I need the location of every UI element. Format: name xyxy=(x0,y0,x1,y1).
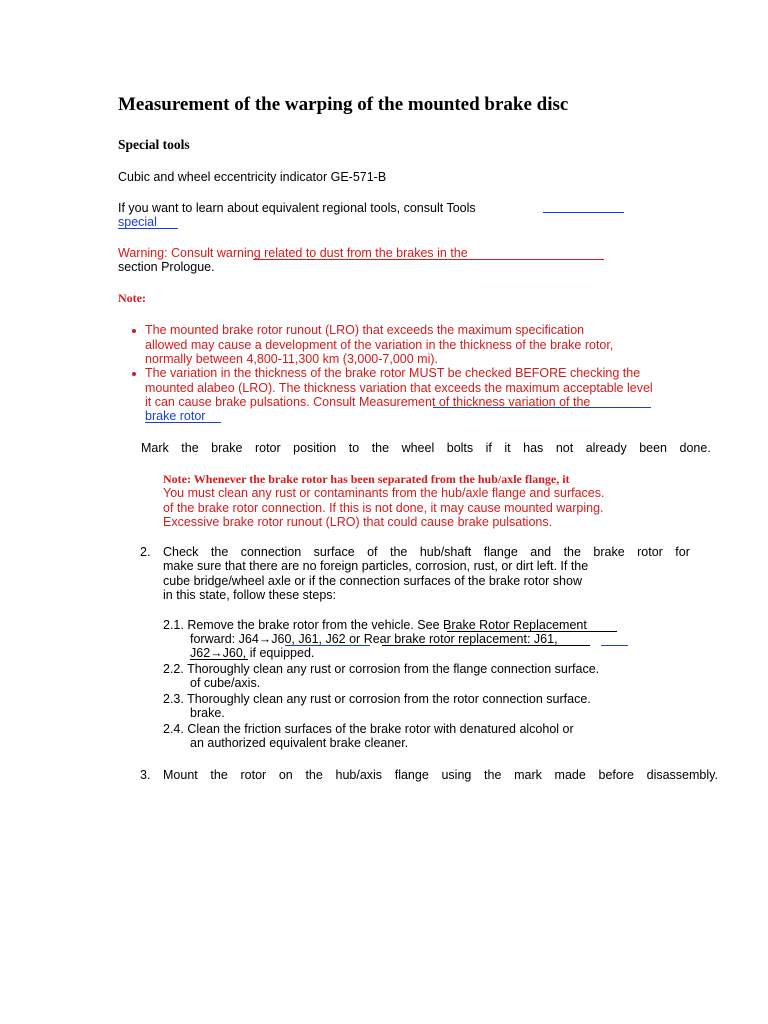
bullet-dot xyxy=(132,372,136,376)
substep-2-4: 2.4. Clean the friction surfaces of the brake rotor with denatured alcohol or xyxy=(163,722,574,736)
word: if xyxy=(485,441,492,455)
note-line: You must clean any rust or contaminants from the hub/axle flange and surfaces. xyxy=(163,486,605,500)
word: mark xyxy=(514,768,542,782)
step-3-number: 3. xyxy=(140,768,151,782)
word: wheel xyxy=(401,441,435,455)
substep-2-2-line2: of cube/axis. xyxy=(190,676,261,690)
special-tools-heading: Special tools xyxy=(118,137,190,152)
word: to xyxy=(348,441,360,455)
word: before xyxy=(598,768,634,782)
page-title: Measurement of the warping of the mounted brake disc xyxy=(118,94,569,115)
bullet-item xyxy=(145,323,613,367)
bullet-line: The mounted brake rotor runout (LRO) that exceeds the maximum specification xyxy=(145,323,585,337)
brake-rotor-link[interactable]: brake rotor xyxy=(145,409,206,423)
word: surface xyxy=(313,545,355,559)
note-line: of the brake rotor connection. If this is not done, it may cause mounted warping. xyxy=(163,500,604,515)
bullet-item xyxy=(145,366,653,410)
bullet-line: allowed may cause a development of the variation in the thickness of the brake rotor, xyxy=(145,337,614,352)
step-1 xyxy=(141,441,711,456)
substep-2-1-line3[interactable]: J62→J60, if equipped. xyxy=(190,646,315,660)
word: been xyxy=(639,441,668,455)
word: has xyxy=(523,441,544,455)
word: not xyxy=(555,441,574,455)
word: bolts xyxy=(446,441,474,455)
word: rotor xyxy=(240,768,267,782)
special-tools-link-text[interactable]: special xyxy=(118,215,157,229)
note-label: Note: xyxy=(118,291,146,305)
regional-tools-text: If you want to learn about equivalent regional tools, consult Tools xyxy=(118,201,476,215)
substep-2-4-line2: an authorized equivalent brake cleaner. xyxy=(190,736,409,750)
note-line: Excessive brake rotor runout (LRO) that could cause brake pulsations. xyxy=(163,515,553,529)
word: the xyxy=(210,768,228,782)
word: it xyxy=(504,441,511,455)
word: connection xyxy=(240,545,302,559)
note-heading: Note: Whenever the brake rotor has been separated from the hub/axle flange, it xyxy=(163,472,570,486)
word: using xyxy=(441,768,472,782)
regional-link-underline xyxy=(543,212,624,213)
word: the xyxy=(305,768,323,782)
word: rotor xyxy=(254,441,281,455)
word: hub/axis xyxy=(335,768,383,782)
rear-link-underline xyxy=(382,645,590,646)
word: disassembly. xyxy=(646,768,718,782)
word: the xyxy=(371,441,390,455)
step-line: make sure that there are no foreign particles, corrosion, rust, or dirt left. If the xyxy=(163,559,589,573)
word: done. xyxy=(679,441,711,455)
word: the xyxy=(484,768,502,782)
warning-text[interactable]: Warning: Consult warning related to dust from the brakes in the xyxy=(118,246,468,260)
bullet-line: mounted alabeo (LRO). The thickness variation that exceeds the maximum acceptable level xyxy=(145,380,653,395)
rear-link-underline-2 xyxy=(601,645,628,646)
word: made xyxy=(554,768,586,782)
substep-2-3-line2: brake. xyxy=(190,706,225,720)
step-2-number: 2. xyxy=(140,545,151,559)
substep-2-3: 2.3. Thoroughly clean any rust or corrosion from the rotor connection surface. xyxy=(163,692,591,706)
bullet-dot xyxy=(132,329,136,333)
warning-section: section Prologue. xyxy=(118,260,215,274)
note-body xyxy=(163,486,604,530)
word: brake xyxy=(211,441,243,455)
step-line: in this state, follow these steps: xyxy=(163,588,337,602)
word: on xyxy=(278,768,293,782)
word: the xyxy=(563,545,581,559)
word: the xyxy=(181,441,199,455)
word: flange xyxy=(394,768,429,782)
word: for xyxy=(675,545,690,559)
word: Check xyxy=(163,545,199,559)
substep-2-2: 2.2. Thoroughly clean any rust or corrosion from the flange connection surface. xyxy=(163,662,600,676)
word: Mark xyxy=(141,441,169,455)
thickness-link-underline xyxy=(433,407,651,408)
bullet-line: it can cause brake pulsations. Consult Measurement of thickness variation of the xyxy=(145,395,591,409)
word: already xyxy=(585,441,627,455)
j62-link-underline xyxy=(190,659,248,660)
word: flange xyxy=(483,545,518,559)
step-2-body xyxy=(163,559,588,603)
brake-rotor-link-underline xyxy=(145,422,221,423)
word: hub/shaft xyxy=(419,545,472,559)
bullet-line: normally between 4,800-11,300 km (3,000-7,000 mi). xyxy=(145,352,438,366)
tool-description: Cubic and wheel eccentricity indicator GE-571-B xyxy=(118,170,387,184)
word: of xyxy=(367,545,378,559)
word: brake xyxy=(593,545,625,559)
special-link-underline xyxy=(118,228,178,229)
brake-rotor-replacement-link[interactable]: Brake Rotor Replacement xyxy=(443,618,587,632)
word: position xyxy=(293,441,337,455)
word: Mount xyxy=(163,768,198,782)
word: the xyxy=(210,545,229,559)
word: rotor xyxy=(637,545,663,559)
substep-2-1-line2[interactable]: forward: J64→J60, J61, J62 or Rear brake rotor replacement: J61, xyxy=(190,632,558,646)
word: and xyxy=(530,545,552,559)
substep-text: 2.1. Remove the brake rotor from the vehicle. See xyxy=(163,618,440,632)
bullet-line: The variation in the thickness of the brake rotor MUST be checked BEFORE checking the xyxy=(145,366,641,380)
step-line: cube bridge/wheel axle or if the connection surfaces of the brake rotor show xyxy=(163,573,582,588)
step-2-first-line xyxy=(163,545,690,560)
step-3 xyxy=(163,768,718,783)
word: the xyxy=(390,545,408,559)
warning-link-underline xyxy=(253,259,604,260)
